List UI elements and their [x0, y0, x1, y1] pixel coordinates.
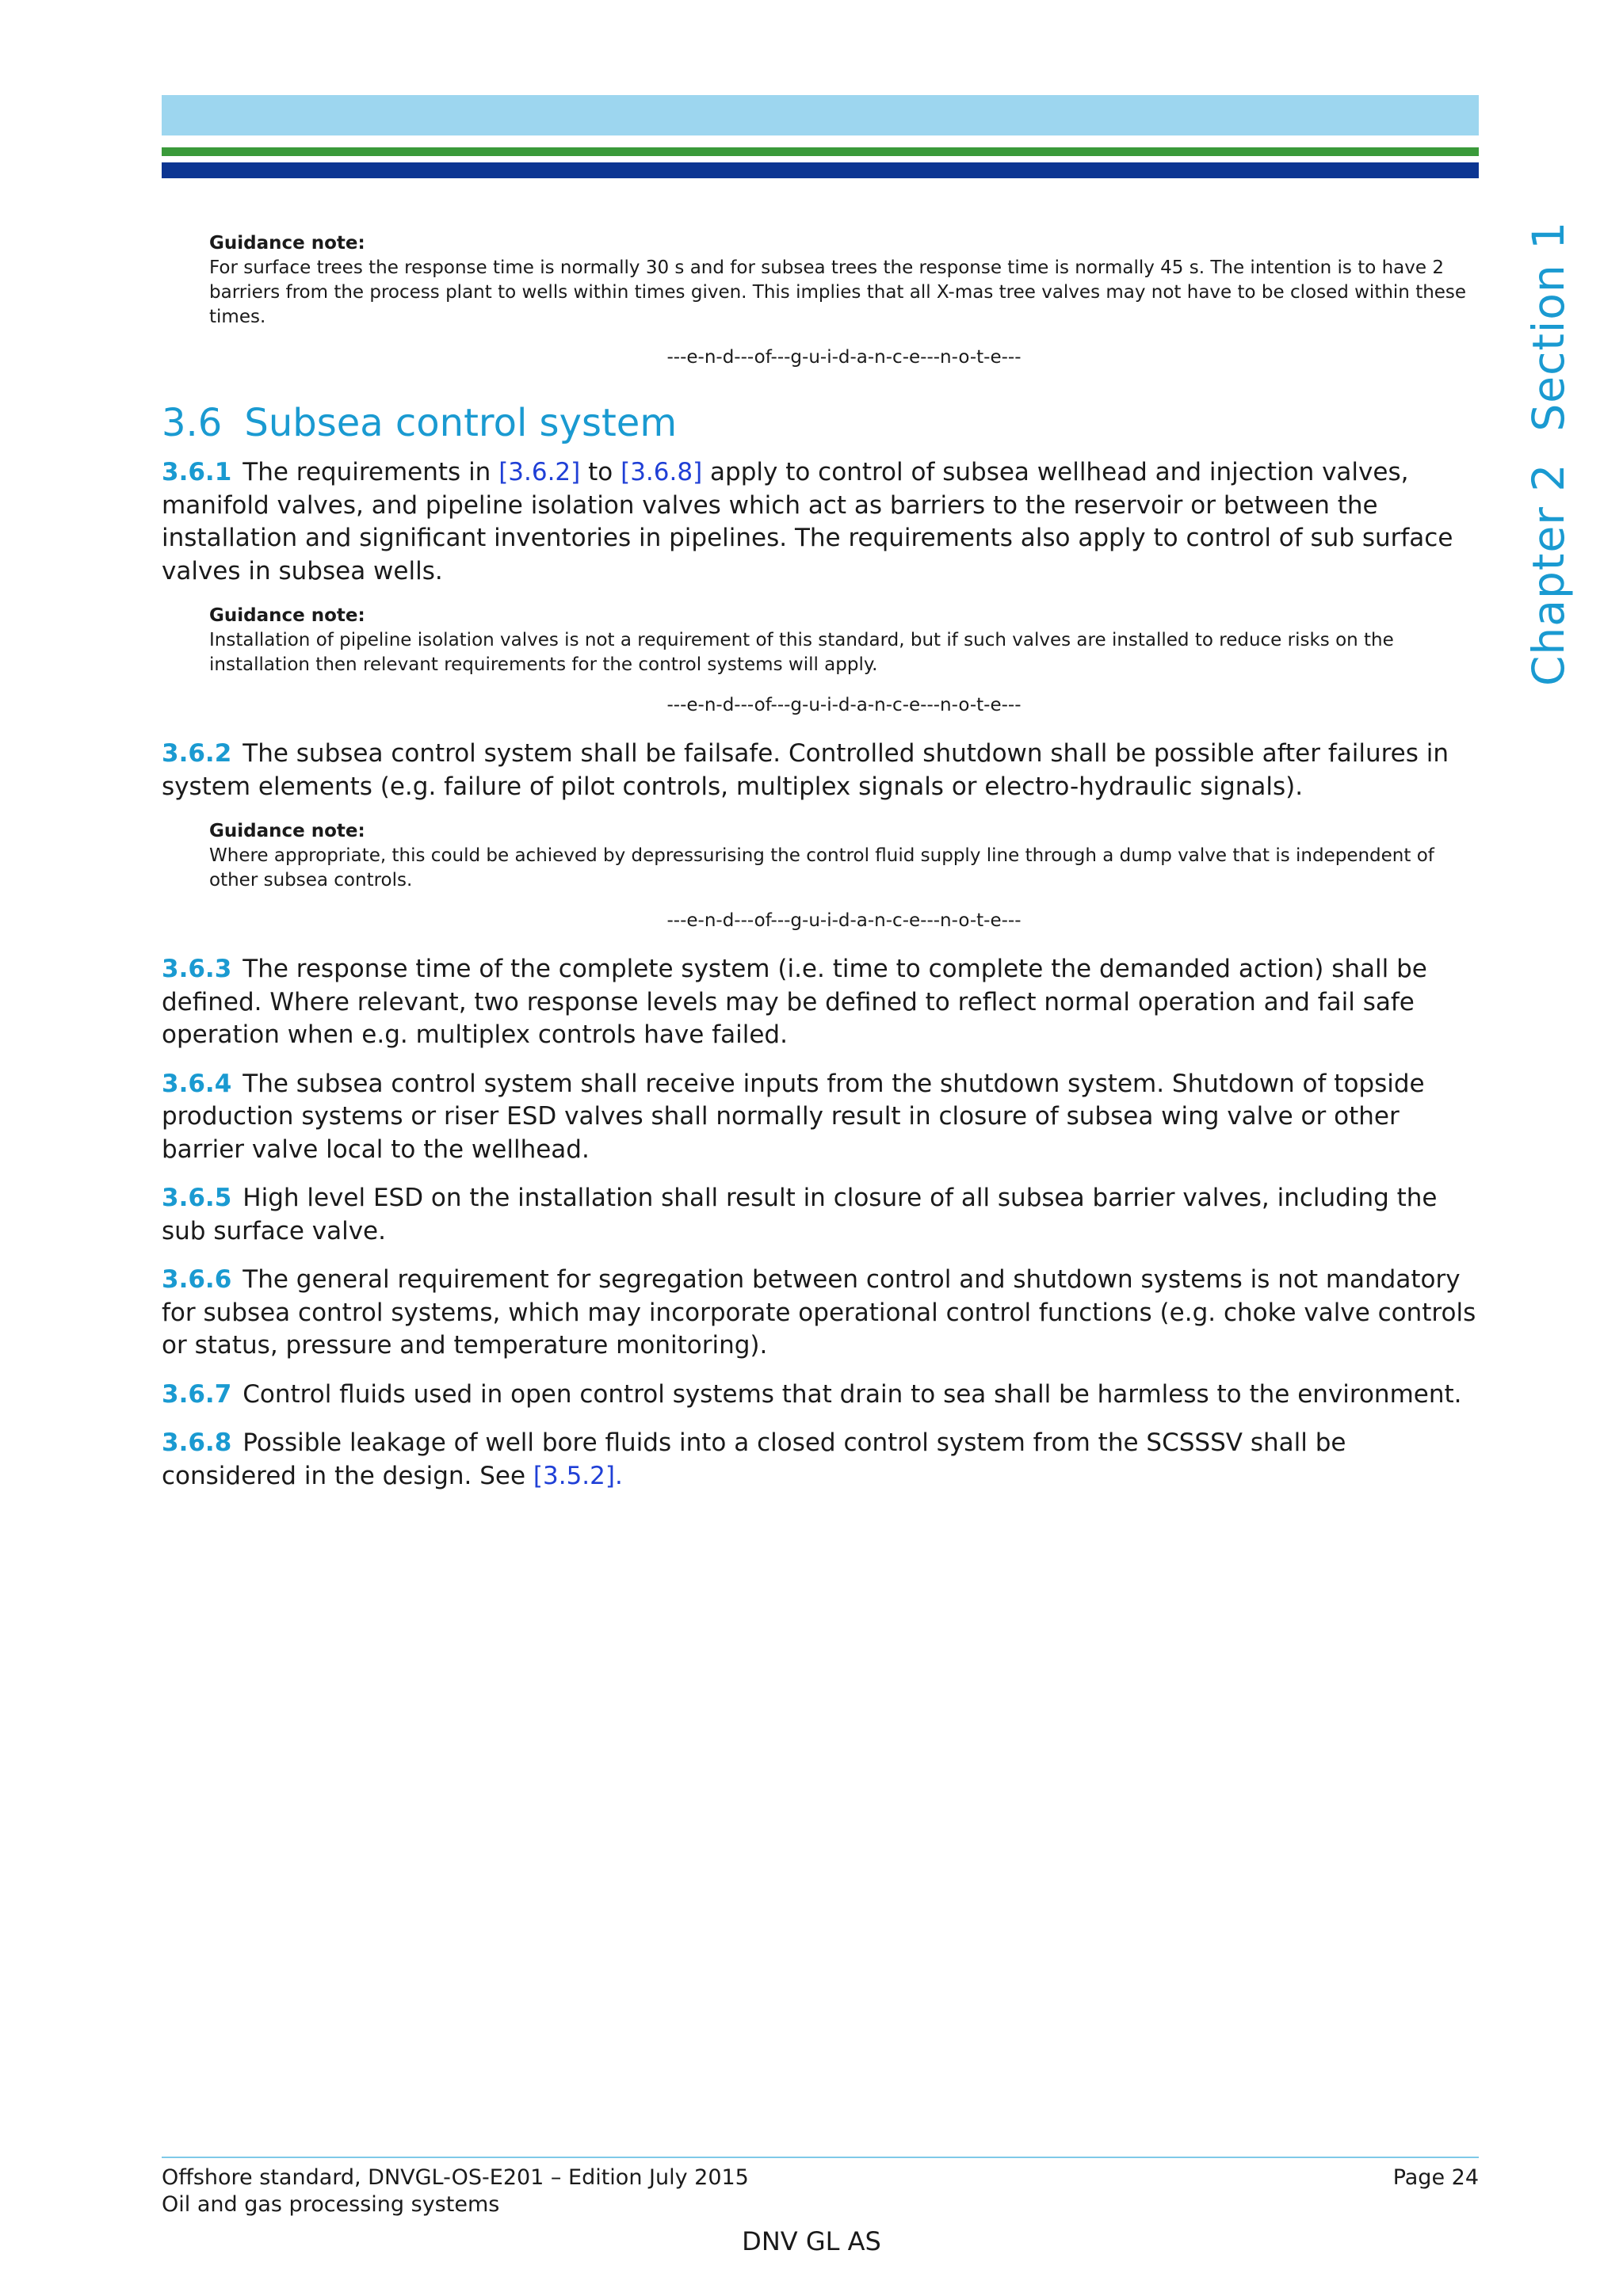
footer-title: Oil and gas processing systems	[162, 2192, 500, 2217]
header-band-green	[162, 147, 1479, 156]
clause-number: 3.6.7	[162, 1379, 232, 1409]
clause-text: The response time of the complete system (i.e. time to complete the demanded action) shall be defined. Where relevant, two response levels may be defined to reflect normal operation and fail safe operation when e.g. multiplex controls have failed.	[162, 955, 1427, 1049]
header-band-light	[162, 95, 1479, 135]
clause-number: 3.6.5	[162, 1184, 232, 1212]
clause-3-6-1	[162, 456, 1479, 588]
clause-3-6-5	[162, 1182, 1479, 1248]
section-number: 3.6	[162, 401, 223, 445]
clause-text: The requirements in	[242, 458, 499, 486]
clause-text: Control fluids used in open control systems that drain to sea shall be harmless to the environment.	[242, 1379, 1462, 1409]
clause-3-6-6	[162, 1264, 1479, 1363]
clause-number: 3.6.2	[162, 739, 232, 768]
clause-text: Possible leakage of well bore fluids into a closed control system from the SCSSSV shall be considered in the design. See	[162, 1428, 1346, 1490]
guidance-text: Where appropriate, this could be achieved by depressurising the control fluid supply line through a dump valve that is independent of other subsea controls.	[209, 845, 1434, 891]
guidance-note-top	[209, 231, 1479, 330]
document-body	[162, 231, 1479, 1493]
clause-text: to	[580, 458, 621, 486]
guidance-text: For surface trees the response time is normally 30 s and for subsea trees the response time is normally 45 s. The intention is to have 2 barriers from the process plant to wells within times given. This implies that all X-mas tree valves may not have to be closed within these times.	[209, 257, 1467, 327]
footer-company: DNV GL AS	[742, 2226, 881, 2256]
footer-divider	[162, 2157, 1479, 2158]
guidance-end-marker: ---e-n-d---of---g-u-i-d-a-n-c-e---n-o-t-e---	[666, 910, 1022, 931]
guidance-title: Guidance note:	[209, 233, 365, 254]
guidance-end-marker: ---e-n-d---of---g-u-i-d-a-n-c-e---n-o-t-e---	[666, 347, 1022, 368]
guidance-title: Guidance note:	[209, 605, 365, 626]
header-band-navy	[162, 162, 1479, 178]
cross-reference-link[interactable]: [3.5.2].	[533, 1461, 623, 1490]
section-title: Subsea control system	[244, 401, 678, 445]
clause-text: The subsea control system shall be failsafe. Controlled shutdown shall be possible after failures in system elements (e.g. failure of pilot controls, multiplex signals or electro-hydraulic signals).	[162, 739, 1449, 801]
clause-3-6-8	[162, 1427, 1479, 1493]
clause-text: High level ESD on the installation shall result in closure of all subsea barrier valves, including the sub surface valve.	[162, 1184, 1438, 1245]
guidance-note-3-6-1	[209, 604, 1479, 677]
footer-document-info	[162, 2164, 749, 2218]
section-label: Section 1	[1523, 220, 1574, 432]
clause-number: 3.6.3	[162, 955, 232, 983]
clause-number: 3.6.6	[162, 1265, 232, 1294]
chapter-label: Chapter 2	[1523, 463, 1574, 686]
clause-number: 3.6.1	[162, 458, 232, 486]
guidance-end-marker: ---e-n-d---of---g-u-i-d-a-n-c-e---n-o-t-e---	[666, 695, 1022, 715]
clause-3-6-3	[162, 953, 1479, 1052]
clause-text: The general requirement for segregation between control and shutdown systems is not mandatory for subsea control systems, which may incorporate operational control functions (e.g. choke valve controls or status, pressure and temperature monitoring).	[162, 1265, 1476, 1360]
footer-standard: Offshore standard, DNVGL-OS-E201 – Edition July 2015	[162, 2165, 749, 2190]
clause-text: The subsea control system shall receive inputs from the shutdown system. Shutdown of topside production systems or riser ESD valves shall normally result in closure of subsea wing valve or other barrier valve local to the wellhead.	[162, 1069, 1425, 1164]
page-number: Page 24	[1392, 2165, 1479, 2190]
clause-3-6-7	[162, 1379, 1479, 1412]
clause-number: 3.6.8	[162, 1428, 232, 1457]
guidance-text: Installation of pipeline isolation valves is not a requirement of this standard, but if such valves are installed to reduce risks on the installation then relevant requirements for the control systems will apply.	[209, 630, 1394, 675]
chapter-section-label	[1523, 221, 1574, 686]
section-heading	[162, 399, 1479, 447]
cross-reference-link[interactable]: [3.6.8]	[621, 458, 703, 486]
clause-text: apply to control of subsea wellhead and injection valves, manifold valves, and pipeline isolation valves which act as barriers to the reservoir or between the installation and significant inventories in pipelines. The requirements also apply to control of sub surface valves in subsea wells.	[162, 458, 1453, 585]
guidance-note-3-6-2	[209, 819, 1479, 893]
clause-3-6-4	[162, 1068, 1479, 1167]
clause-3-6-2	[162, 738, 1479, 803]
cross-reference-link[interactable]: [3.6.2]	[498, 458, 581, 486]
clause-number: 3.6.4	[162, 1069, 232, 1098]
guidance-title: Guidance note:	[209, 821, 365, 841]
